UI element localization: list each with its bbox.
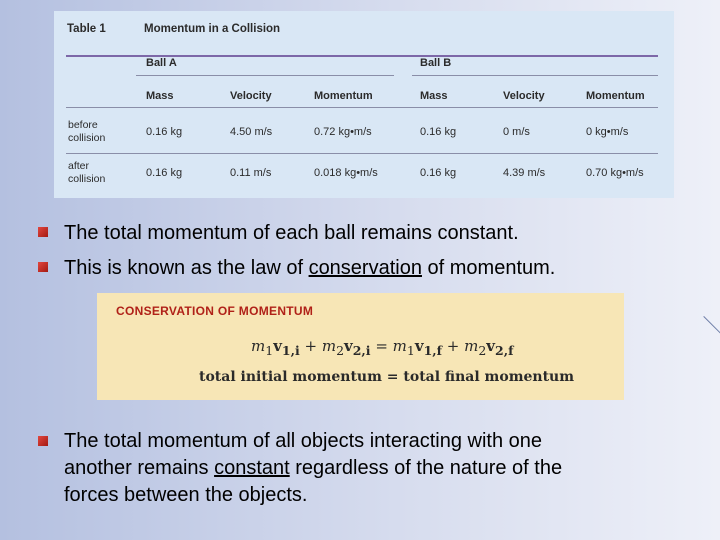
constant-link[interactable]: constant [214, 457, 290, 479]
bullet-text-part: This is known as the law of [64, 257, 309, 279]
bullet-marker [38, 436, 48, 446]
ball-b-rule [412, 75, 658, 76]
bullet-text-part: of momentum. [421, 257, 556, 279]
row-label: after [68, 160, 90, 172]
table-cell: 0.16 kg [146, 126, 183, 138]
bullet-text [64, 256, 555, 280]
row-label: collision [68, 132, 106, 144]
table-label: Table 1 [67, 23, 106, 35]
bullet-text: The total momentum of each ball remains constant. [64, 222, 519, 244]
table-cell: 0.16 kg [146, 167, 183, 179]
table-cell: 0.16 kg [420, 167, 457, 179]
row-label: collision [68, 173, 106, 185]
table-cell: 0.72 kg•m/s [314, 126, 372, 138]
conservation-link[interactable]: conservation [308, 257, 422, 279]
col-header: Velocity [230, 90, 272, 102]
col-header: Mass [146, 90, 174, 102]
row-label: before [68, 119, 98, 131]
bullet-text: forces between the objects. [64, 484, 308, 506]
col-header: Momentum [314, 90, 373, 102]
decorative-line [703, 316, 720, 334]
table-cell: 0.018 kg•m/s [314, 167, 378, 179]
table-cell: 0.16 kg [420, 126, 457, 138]
conservation-title: CONSERVATION OF MOMENTUM [116, 304, 314, 318]
bullet-marker [38, 262, 48, 272]
conservation-statement: total initial momentum = total final momentum [199, 369, 575, 385]
header-rule [66, 107, 658, 108]
row-rule [66, 153, 658, 154]
col-header: Velocity [503, 90, 545, 102]
bullet-text-part: another remains [64, 457, 215, 479]
bullet-text-part: regardless of the nature of the [289, 457, 563, 479]
col-header: Mass [420, 90, 448, 102]
momentum-table [54, 11, 674, 198]
bullet-marker [38, 227, 48, 237]
conservation-equation: $m_1v_{1,i} + m_2v_{2,i} = m_1v_{1,f} + m_2v_{2,f}$ [251, 337, 514, 358]
conservation-box [97, 293, 624, 400]
table-cell: 0.70 kg•m/s [586, 167, 644, 179]
bullet-text [64, 456, 562, 480]
ball-a-rule [136, 75, 394, 76]
table-cell: 0 kg•m/s [586, 126, 629, 138]
col-header: Momentum [586, 90, 645, 102]
table-cell: 0.11 m/s [230, 167, 272, 179]
ball-b-header: Ball B [420, 57, 452, 69]
table-cell: 0 m/s [503, 126, 530, 138]
bullet-text: The total momentum of all objects interacting with one [64, 430, 543, 452]
table-title: Momentum in a Collision [144, 23, 281, 35]
ball-a-header: Ball A [146, 57, 177, 69]
table-cell: 4.39 m/s [503, 167, 546, 179]
table-cell: 4.50 m/s [230, 126, 273, 138]
